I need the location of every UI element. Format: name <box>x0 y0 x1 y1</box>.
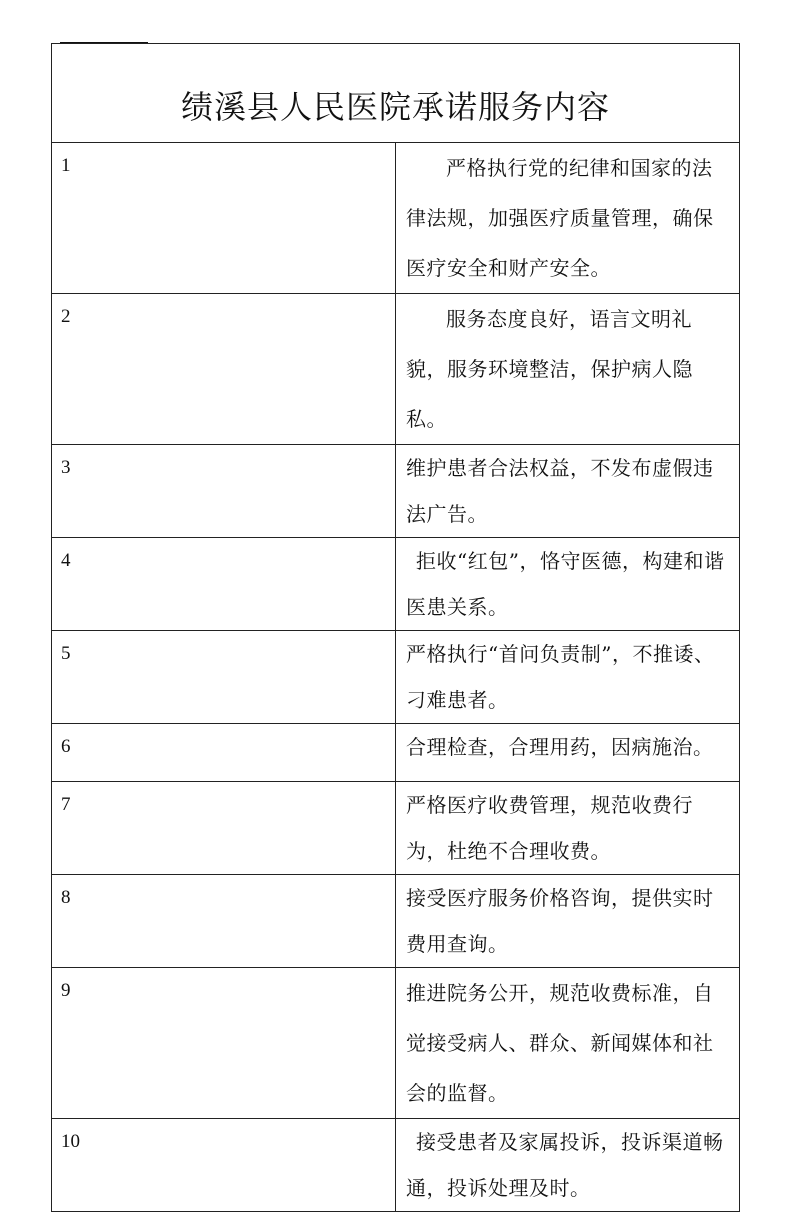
table-row <box>52 294 740 445</box>
document-title: 绩溪县人民医院承诺服务内容 <box>180 88 610 126</box>
row-text: 合理检查，合理用药，因病施治。 <box>406 735 714 759</box>
row-text-cell <box>396 724 740 782</box>
table-row <box>52 538 740 631</box>
row-text-cell <box>396 294 740 445</box>
row-text: 接受医疗服务价格咨询，提供实时费用查询。 <box>406 886 714 956</box>
row-number: 6 <box>52 724 396 782</box>
title-cell <box>52 44 740 143</box>
table-row <box>52 875 740 968</box>
row-text-cell <box>396 631 740 724</box>
row-number: 9 <box>52 968 396 1119</box>
title-row <box>52 44 740 143</box>
row-text-cell <box>396 1119 740 1212</box>
row-text-cell <box>396 875 740 968</box>
table-row <box>52 1119 740 1212</box>
table-row <box>52 143 740 294</box>
row-number: 2 <box>52 294 396 445</box>
row-text-cell <box>396 782 740 875</box>
row-number: 5 <box>52 631 396 724</box>
row-text: 拒收“红包”，恪守医德，构建和谐医患关系。 <box>406 549 725 619</box>
row-text: 服务态度良好，语言文明礼貌，服务环境整洁，保护病人隐私。 <box>406 307 693 431</box>
table-row <box>52 631 740 724</box>
row-text: 严格医疗收费管理，规范收费行为，杜绝不合理收费。 <box>406 793 693 863</box>
row-number: 8 <box>52 875 396 968</box>
table-row <box>52 724 740 782</box>
row-text-cell <box>396 968 740 1119</box>
row-text: 接受患者及家属投诉，投诉渠道畅通，投诉处理及时。 <box>406 1130 724 1200</box>
row-number: 3 <box>52 445 396 538</box>
row-text: 严格执行党的纪律和国家的法律法规，加强医疗质量管理，确保医疗安全和财产安全。 <box>406 156 714 280</box>
row-number: 10 <box>52 1119 396 1212</box>
row-text-cell <box>396 445 740 538</box>
row-number: 7 <box>52 782 396 875</box>
row-number: 1 <box>52 143 396 294</box>
row-number: 4 <box>52 538 396 631</box>
table-row <box>52 445 740 538</box>
commitment-table <box>51 43 740 1212</box>
row-text: 维护患者合法权益，不发布虚假违法广告。 <box>406 456 714 526</box>
row-text: 严格执行“首问负责制”，不推诿、刁难患者。 <box>406 642 715 712</box>
table-row <box>52 782 740 875</box>
row-text-cell <box>396 538 740 631</box>
row-text-cell <box>396 143 740 294</box>
table-row <box>52 968 740 1119</box>
row-text: 推进院务公开，规范收费标准，自觉接受病人、群众、新闻媒体和社会的监督。 <box>406 981 714 1105</box>
